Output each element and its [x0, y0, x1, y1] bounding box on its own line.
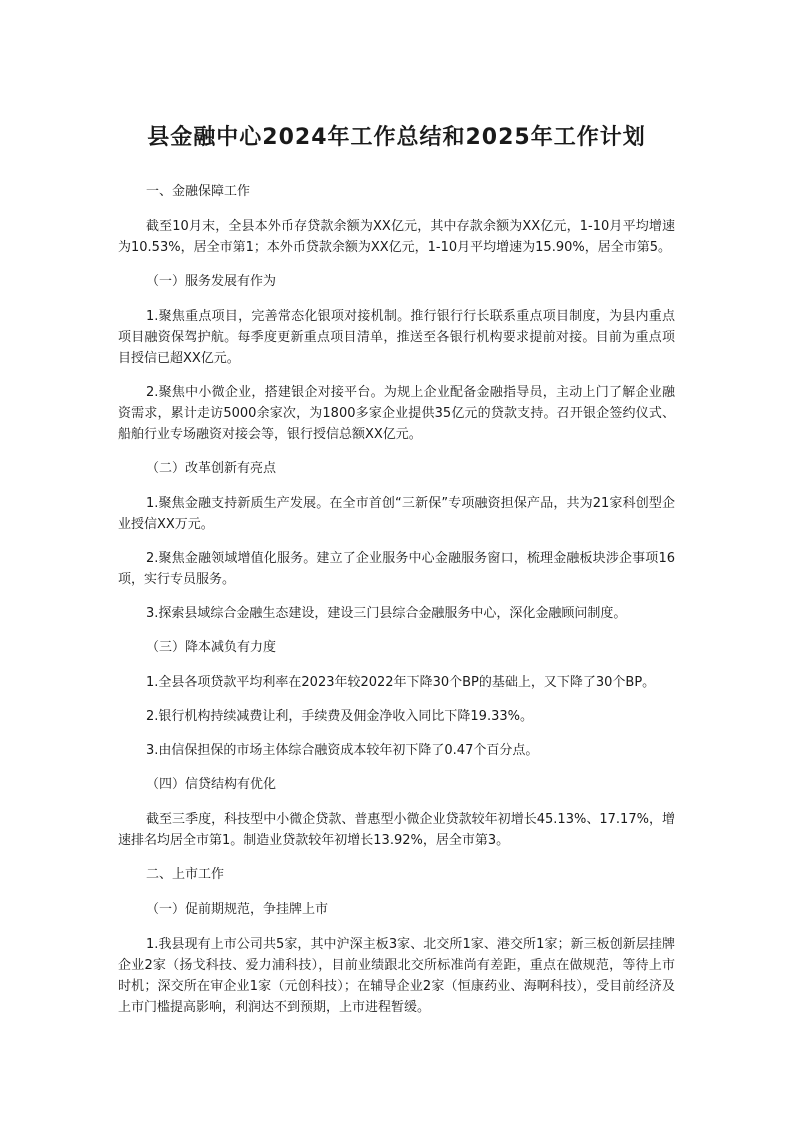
- subsection-heading-innovation: （二）改革创新有亮点: [146, 461, 277, 476]
- paragraph-deposit-loan-summary: 截至10月末，全县本外币存贷款余额为XX亿元，其中存款余额为XX亿元，1-10月平均增速为10.53%，居全市第1；本外币贷款余额为XX亿元，1-10月平均增速为15.90%，居全市第5。: [118, 219, 675, 255]
- document-title: 县金融中心2024年工作总结和2025年工作计划: [147, 125, 646, 150]
- subsection-heading-credit-structure: （四）信贷结构有优化: [146, 777, 277, 792]
- paragraph-loan-growth: 截至三季度，科技型中小微企贷款、普惠型小微企业贷款较年初增长45.13%、17.17%，增速排名均居全市第1。制造业贷款较年初增长13.92%，居全市第3。: [118, 812, 675, 848]
- paragraph-key-projects: 1.聚焦重点项目，完善常态化银项对接机制。推行银行行长联系重点项目制度，为县内重点项目融资保驾护航。每季度更新重点项目清单，推送至各银行机构要求提前对接。目前为重点项目授信已超XX亿元。: [118, 309, 675, 366]
- paragraph-financing-cost: 3.由信保担保的市场主体综合融资成本较年初下降了0.47个百分点。: [146, 743, 539, 758]
- section-heading-listing: 二、上市工作: [146, 867, 225, 882]
- paragraph-interest-rate: 1.全县各项贷款平均利率在2023年较2022年下降30个BP的基础上，又下降了30个BP。: [146, 675, 656, 690]
- paragraph-small-enterprises: 2.聚焦中小微企业，搭建银企对接平台。为规上企业配备金融指导员，主动上门了解企业融资需求，累计走访5000余家次，为1800多家企业提供35亿元的贷款支持。召开银企签约仪式、船舶行业专场融资对接会等，银行授信总额XX亿元。: [118, 385, 675, 442]
- section-heading-financial-support: 一、金融保障工作: [146, 184, 251, 199]
- subsection-heading-service: （一）服务发展有作为: [146, 274, 277, 289]
- subsection-heading-listing-prep: （一）促前期规范，争挂牌上市: [146, 902, 329, 917]
- paragraph-listed-companies: 1.我县现有上市公司共5家，其中沪深主板3家、北交所1家、港交所1家；新三板创新层挂牌企业2家（扬戈科技、爱力浦科技），目前业绩跟北交所标准尚有差距，重点在做规范，等待上市时机；深交所在审企业1家（元创科技）；在辅导企业2家（恒康药业、海啊科技），受目前经济及上市门槛提高影响，利润达不到预期，上市进程暂缓。: [118, 937, 675, 1015]
- paragraph-fee-reduction: 2.银行机构持续减费让利，手续费及佣金净收入同比下降19.33%。: [146, 709, 533, 724]
- subsection-heading-cost-reduction: （三）降本减负有力度: [146, 640, 277, 655]
- paragraph-financial-ecosystem: 3.探索县域综合金融生态建设，建设三门县综合金融服务中心，深化金融顾问制度。: [146, 606, 627, 621]
- paragraph-new-productivity: 1.聚焦金融支持新质生产发展。在全市首创“三新保”专项融资担保产品，共为21家科创型企业授信XX万元。: [118, 496, 675, 532]
- paragraph-value-added-service: 2.聚焦金融领域增值化服务。建立了企业服务中心金融服务窗口，梳理金融板块涉企事项16项，实行专员服务。: [118, 551, 675, 587]
